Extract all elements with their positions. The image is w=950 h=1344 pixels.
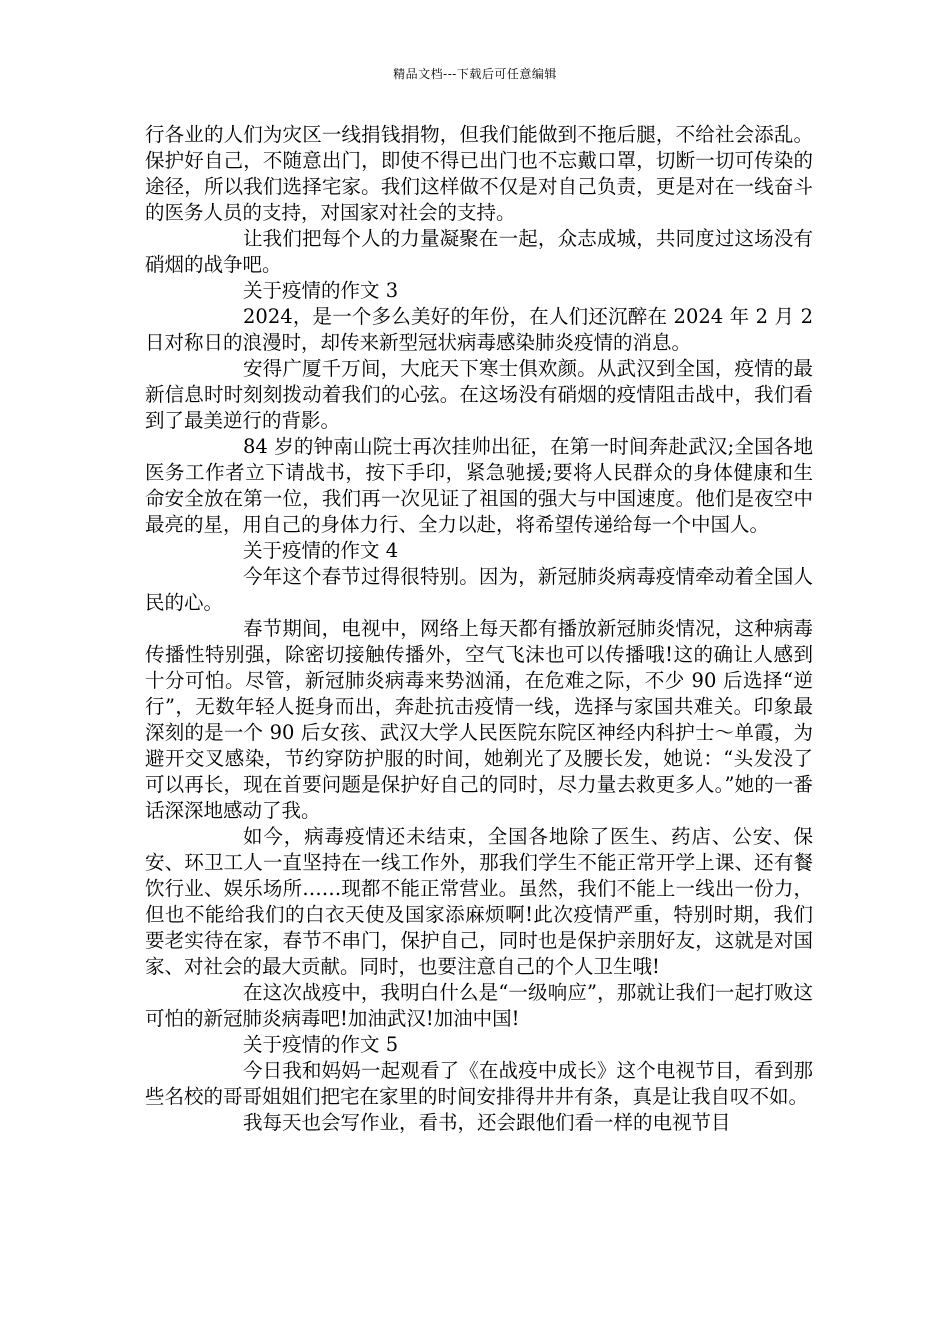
section-heading-4: 关于疫情的作文 4 <box>243 539 399 562</box>
paragraph-1: 行各业的人们为灾区一线捐钱捐物，但我们能做到不拖后腿，不给社会添乱。保护好自己，不随意出门，即使不得已出门也不忘戴口罩，切断一切可传染的途径，所以我们选择宅家。我们这样做不仅是对自己负责，更是对在一线奋斗的医务人员的支持，对国家对社会的支持。 <box>145 123 813 224</box>
paragraph-9: 在这次战疫中，我明白什么是“一级响应”，那就让我们一起打败这可怕的新冠肺炎病毒吧!加油武汉!加油中国! <box>145 981 813 1030</box>
section-heading-3: 关于疫情的作文 3 <box>243 279 399 302</box>
paragraph-10: 今日我和妈妈一起观看了《在战疫中成长》这个电视节目，看到那些名校的哥哥姐姐们把宅在家里的时间安排得井井有条，真是让我自叹不如。 <box>145 1059 813 1108</box>
paragraph-6: 今年这个春节过得很特别。因为，新冠肺炎病毒疫情牵动着全国人民的心。 <box>145 565 813 614</box>
document-body <box>145 122 813 1136</box>
paragraph-11: 我每天也会写作业，看书，还会跟他们看一样的电视节目 <box>243 1111 731 1134</box>
paragraph-3: 2024，是一个多么美好的年份，在人们还沉醉在 2024 年 2 月 2 日对称日的浪漫时，却传来新型冠状病毒感染肺炎疫情的消息。 <box>145 305 813 354</box>
paragraph-5: 84 岁的钟南山院士再次挂帅出征，在第一时间奔赴武汉;全国各地医务工作者立下请战书，按下手印，紧急驰援;要将人民群众的身体健康和生命安全放在第一位，我们再一次见证了祖国的强大与中国速度。他们是夜空中最亮的星，用自己的身体力行、全力以赴，将希望传递给每一个中国人。 <box>145 435 813 536</box>
page-header: 精品文档---下载后可任意编辑 <box>393 67 557 81</box>
paragraph-8: 如今，病毒疫情还未结束，全国各地除了医生、药店、公安、保安、环卫工人一直坚持在一线工作外，那我们学生不能正常开学上课、还有餐饮行业、娱乐场所……现都不能正常营业。虽然，我们不能上一线出一份力，但也不能给我们的白衣天使及国家添麻烦啊!此次疫情严重，特别时期，我们要老实待在家，春节不串门，保护自己，同时也是保护亲朋好友，这就是对国家、对社会的最大贡献。同时，也要注意自己的个人卫生哦! <box>145 825 813 978</box>
paragraph-7: 春节期间，电视中，网络上每天都有播放新冠肺炎情况，这种病毒传播性特别强，除密切接触传播外，空气飞沫也可以传播哦!这的确让人感到十分可怕。尽管，新冠肺炎病毒来势汹涌，在危难之际，不少 90 后选择“逆行”，无数年轻人挺身而出，奔赴抗击疫情一线，选择与家国共难关。印象最深刻的是一个 90 后女孩、武汉大学人民医院东院区神经内科护士～单霞，为避开交叉感染，节约穿防护服的时间，她剃光了及腰长发，她说：“头发没了可以再长，现在首要问题是保护好自己的同时，尽力量去救更多人。”她的一番话深深地感动了我。 <box>145 617 813 822</box>
section-heading-5: 关于疫情的作文 5 <box>243 1033 399 1056</box>
paragraph-4: 安得广厦千万间，大庇天下寒士俱欢颜。从武汉到全国，疫情的最新信息时时刻刻拨动着我们的心弦。在这场没有硝烟的疫情阻击战中，我们看到了最美逆行的背影。 <box>145 357 813 432</box>
paragraph-2: 让我们把每个人的力量凝聚在一起，众志成城，共同度过这场没有硝烟的战争吧。 <box>145 227 813 276</box>
